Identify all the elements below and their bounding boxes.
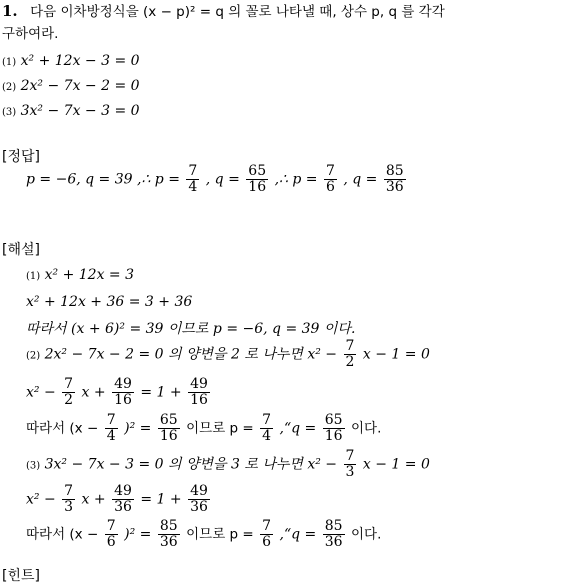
equation: x + (81, 384, 106, 401)
fraction (112, 484, 134, 515)
fraction (323, 519, 345, 550)
equation: x² + 12x = 3 (44, 267, 135, 283)
numerator: 7 (106, 412, 116, 428)
solution-step2-line1 (26, 339, 430, 370)
numerator: 7 (262, 518, 272, 534)
denominator: 16 (324, 428, 343, 444)
denominator: 4 (262, 428, 272, 444)
item-equation: x² + 12x − 3 = 0 (20, 53, 140, 69)
numerator: 7 (345, 338, 355, 354)
problem-text-line2: 구하여라. (2, 26, 59, 42)
numerator: 85 (324, 518, 343, 534)
fraction (112, 377, 134, 408)
numerator: 85 (159, 518, 178, 534)
denominator: 2 (64, 392, 74, 408)
item-equation: 2x² − 7x − 2 = 0 (20, 78, 140, 94)
answer-part1: p = −6, q = 39 ,∴ p = (26, 171, 180, 188)
equation: )² = (124, 526, 152, 543)
denominator: 3 (345, 464, 355, 480)
item-label: (2) (2, 82, 17, 93)
numerator: 49 (114, 376, 132, 392)
item-label: (3) (2, 107, 17, 118)
numerator: 49 (114, 483, 132, 499)
solution-step2-line2 (26, 377, 212, 408)
numerator: 65 (324, 412, 343, 428)
fraction (323, 413, 345, 444)
numerator: 7 (64, 376, 74, 392)
denominator: 6 (262, 534, 272, 550)
numerator: 65 (159, 412, 178, 428)
fraction (344, 339, 357, 370)
numerator: 7 (188, 163, 198, 179)
answer-header: [정답] (2, 149, 40, 165)
equation: 3x² − 7x − 3 = 0 의 양변을 3 로 나누면 x² − (44, 456, 338, 473)
denominator: 36 (159, 534, 178, 550)
numerator: 49 (190, 376, 208, 392)
numerator: 7 (262, 412, 272, 428)
numerator: 65 (248, 163, 267, 179)
fraction (188, 484, 210, 515)
denominator: 36 (114, 499, 132, 515)
problem-text-line1: 다음 이차방정식을 (x − p)² = q 의 꼴로 나타낼 때, 상수 p, q 를 각각 (30, 4, 445, 20)
fraction (105, 519, 118, 550)
equation: = 1 + (140, 384, 182, 401)
equation-end: x − 1 = 0 (362, 346, 430, 363)
numerator: 49 (190, 483, 208, 499)
numerator: 7 (106, 518, 116, 534)
denominator: 16 (248, 179, 267, 195)
fraction (260, 413, 273, 444)
problem-statement (2, 4, 445, 20)
problem-number: 1. (2, 2, 18, 20)
denominator: 36 (190, 499, 208, 515)
equation: )² = (124, 420, 152, 437)
solution-step3-line3 (26, 519, 381, 550)
fraction (246, 164, 268, 195)
equation: ,“q = (279, 420, 317, 437)
answer-mid: ,∴ p = (274, 171, 318, 188)
denominator: 16 (159, 428, 178, 444)
numerator: 7 (345, 448, 355, 464)
item-label: (1) (26, 271, 41, 282)
answer-q-eq: , q = (205, 171, 240, 188)
fraction (324, 164, 337, 195)
item-label: (1) (2, 57, 17, 68)
problem-item-1 (2, 54, 140, 68)
text: 이다. (351, 526, 382, 543)
denominator: 3 (64, 499, 74, 515)
denominator: 6 (325, 179, 335, 195)
denominator: 4 (106, 428, 116, 444)
item-label: (2) (26, 350, 41, 362)
solution-step1-line2: x² + 12x + 36 = 3 + 36 (26, 294, 193, 310)
text: 이다. (351, 420, 382, 437)
solution-step1-line1 (26, 268, 134, 282)
fraction (158, 413, 180, 444)
equation: x + (81, 491, 106, 508)
fraction (62, 377, 75, 408)
text: 따라서 (x − (26, 526, 99, 543)
denominator: 6 (106, 534, 116, 550)
equation: 2x² − 7x − 2 = 0 의 양변을 2 로 나누면 x² − (44, 346, 338, 363)
solution-step3-line2 (26, 484, 212, 515)
numerator: 7 (325, 163, 335, 179)
solution-step2-line3 (26, 413, 381, 444)
equation: x² − (26, 491, 56, 508)
denominator: 36 (324, 534, 343, 550)
answer-q-eq-2: , q = (343, 171, 378, 188)
problem-item-3 (2, 104, 140, 118)
denominator: 16 (190, 392, 208, 408)
numerator: 85 (385, 163, 404, 179)
fraction (186, 164, 199, 195)
text: 이므로 p = (186, 526, 254, 543)
fraction (188, 377, 210, 408)
text: 이므로 p = (186, 420, 254, 437)
problem-item-2 (2, 79, 140, 93)
denominator: 4 (188, 179, 198, 195)
equation-end: x − 1 = 0 (362, 456, 430, 473)
fraction (105, 413, 118, 444)
solution-step3-line1 (26, 449, 430, 480)
hint-header: [힌트] (2, 568, 40, 584)
fraction (158, 519, 180, 550)
solution-header: [해설] (2, 242, 40, 258)
denominator: 16 (114, 392, 132, 408)
denominator: 36 (385, 179, 404, 195)
denominator: 2 (345, 354, 355, 370)
equation: x² − (26, 384, 56, 401)
item-equation: 3x² − 7x − 3 = 0 (20, 103, 140, 119)
fraction (344, 449, 357, 480)
item-label: (3) (26, 460, 41, 472)
fraction (260, 519, 273, 550)
fraction (62, 484, 75, 515)
equation: = 1 + (140, 491, 182, 508)
numerator: 7 (64, 483, 74, 499)
equation: ,“q = (279, 526, 317, 543)
fraction (384, 164, 406, 195)
answer-line (26, 164, 408, 195)
solution-step1-line3: 따라서 (x + 6)² = 39 이므로 p = −6, q = 39 이다. (26, 321, 356, 337)
text: 따라서 (x − (26, 420, 99, 437)
